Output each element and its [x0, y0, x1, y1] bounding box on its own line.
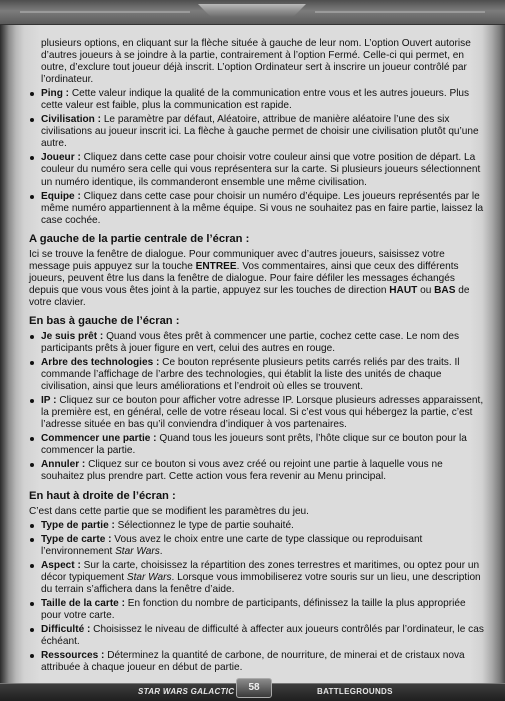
setting-item-map-size — [29, 598, 485, 622]
item-text: Cliquez sur ce bouton si vous avez créé ou rejoint une partie à laquelle vous ne souhaitez plus prendre part. Cette action vous fera revenir au Menu principal. — [41, 459, 443, 483]
setting-text-italic: Star Wars — [115, 545, 160, 557]
section-heading-center: A gauche de la partie centrale de l’écran : — [29, 232, 250, 245]
item-term: Arbre des technologies : — [41, 357, 160, 369]
bullet-icon — [30, 156, 34, 160]
button-item-ip — [29, 395, 485, 431]
page-number: 58 — [236, 678, 272, 698]
dialogue-text: . Vos commentaires, ainsi que ceux des différents joueurs, peuvent être lus dans la fenêtre de dialogue. Pour faire défiler les messages échangés depuis que vous vous êtes joint à la partie, appuyez sur les touches de direction — [29, 260, 459, 296]
option-item-equipe — [29, 191, 485, 227]
setting-item-game-type — [29, 520, 485, 532]
option-text: Le paramètre par défaut, Aléatoire, attribue de manière aléatoire l’une des six civilisations au joueur inscrit ici. La flèche à gauche permet de choisir une civilisation plutôt qu’une autre. — [41, 114, 479, 150]
bullet-icon — [30, 335, 34, 339]
settings-intro: C’est dans cette partie que se modifient les paramètres du jeu. — [29, 505, 309, 517]
item-text: Cliquez sur ce bouton pour afficher votre adresse IP. Lorsque plusieurs adresses apparaissent, la première est, en général, celle de votre réseau local. Si c’est vous qui hébergez la partie, c’est l’adresse située en bas qu’il conviendra d’indiquer à vos partenaires. — [41, 395, 484, 431]
item-term: Je suis prêt : — [41, 330, 104, 342]
setting-term: Type de carte : — [41, 533, 112, 545]
page-footer — [0, 683, 505, 701]
dialogue-paragraph — [29, 249, 485, 309]
option-item-civilisation — [29, 114, 485, 150]
setting-term: Type de partie : — [41, 519, 115, 531]
setting-text: Vous avez le choix entre une carte de type classique ou reproduisant l’environnement — [41, 533, 423, 557]
key-name-enter: ENTREE — [195, 260, 237, 272]
item-term: Commencer une partie : — [41, 433, 157, 445]
top-frame-bar — [0, 0, 505, 25]
bullet-icon — [30, 437, 34, 441]
setting-text: Sur la carte, choisissez la répartition des zones terrestres et maritimes, ou optez pour un décor typiquement — [41, 559, 480, 583]
top-frame-line-left — [20, 11, 190, 13]
setting-item-map-type — [29, 534, 485, 558]
bullet-icon — [30, 361, 34, 365]
setting-term: Taille de la carte : — [41, 597, 125, 609]
setting-text: Choisissez le niveau de difficulté à affecter aux joueurs contrôlés par l’ordinateur, le cas échéant. — [41, 623, 484, 647]
key-name-up: HAUT — [389, 284, 418, 296]
setting-text: Sélectionnez le type de partie souhaité. — [114, 519, 294, 531]
option-term: Equipe : — [41, 190, 81, 202]
page-content — [29, 38, 485, 676]
option-item-ping — [29, 88, 485, 112]
bullet-icon — [30, 399, 34, 403]
item-text: Quand vous êtes prêt à commencer une partie, cochez cette case. Le nom des participants prêts à jouer figure en vert, celui des autres en rouge. — [41, 330, 460, 354]
setting-item-aspect — [29, 560, 485, 596]
option-term: Civilisation : — [41, 114, 102, 126]
setting-item-difficulty — [29, 624, 485, 648]
option-item-joueur — [29, 152, 485, 188]
button-item-start-game — [29, 433, 485, 457]
item-term: Annuler : — [41, 459, 86, 471]
intro-paragraph: plusieurs options, en cliquant sur la flèche située à gauche de leur nom. L’option Ouvert autorise d’autres joueurs à se joindre à la partie, contrairement à l’option Fermé. Celle-ci qui permet, en outre, d’exclure tout joueur déjà inscrit. L’option Ordinateur sert à inscrire un joueur contrôlé par l’ordinateur. — [41, 38, 471, 86]
option-text: Cliquez dans cette case pour choisir un numéro d’équipe. Les joueurs représentés par le même numéro appartiennent à la même équipe. Si vous ne souhaitez pas en faire partie, laissez la case cochée. — [41, 190, 484, 226]
button-item-ready — [29, 331, 485, 355]
top-frame-emblem — [198, 4, 306, 17]
setting-term: Aspect : — [41, 559, 81, 571]
setting-text: . — [159, 545, 163, 557]
bullet-icon — [30, 118, 34, 122]
setting-term: Difficulté : — [41, 623, 91, 635]
button-item-tech-tree — [29, 357, 485, 393]
bullet-icon — [30, 628, 34, 632]
bullet-icon — [30, 524, 34, 528]
section-heading-bottom-left: En bas à gauche de l’écran : — [29, 314, 180, 327]
dialogue-text: Ici se trouve la fenêtre de dialogue. Pour communiquer avec d’autres joueurs, saisissez votre message puis appuyez sur la touche — [29, 248, 445, 272]
key-name-down: BAS — [434, 284, 456, 296]
bullet-icon — [30, 92, 34, 96]
bullet-icon — [30, 602, 34, 606]
bullet-icon — [30, 564, 34, 568]
bullet-icon — [30, 538, 34, 542]
dialogue-text: ou — [417, 284, 435, 296]
setting-text: Déterminez la quantité de carbone, de nourriture, de minerai et de cristaux nova attribuée à chaque joueur en début de partie. — [41, 650, 465, 674]
button-item-cancel — [29, 459, 485, 483]
option-text: Cette valeur indique la qualité de la communication entre vous et les autres joueurs. Plus cette valeur est faible, plus la communication est rapide. — [41, 88, 470, 112]
option-text: Cliquez dans cette case pour choisir votre couleur ainsi que votre position de départ. La couleur du numéro sera celle qui vous représentera sur la carte. Si plusieurs joueurs sélectionnent un numéro identique, ils commanderont ensemble une même civilisation. — [41, 152, 481, 188]
setting-term: Ressources : — [41, 650, 105, 662]
setting-text: En fonction du nombre de participants, définissez la taille la plus appropriée pour votre carte. — [41, 597, 466, 621]
option-term: Joueur : — [41, 152, 81, 164]
item-text: Quand tous les joueurs sont prêts, l’hôte clique sur ce bouton pour la commencer la partie. — [41, 433, 467, 457]
footer-subtitle: BATTLEGROUNDS — [317, 687, 393, 696]
item-text: Ce bouton représente plusieurs petits carrés reliés par des traits. Il commande l’affichage de l’arbre des technologies, qui établit la liste des unités de chaque civilisation, ainsi que leurs améliorations et l’endroit où elles se trouvent. — [41, 357, 460, 393]
section-heading-top-right: En haut à droite de l’écran : — [29, 489, 176, 502]
setting-item-resources — [29, 650, 485, 674]
bullet-icon — [30, 463, 34, 467]
top-frame-line-right — [315, 11, 485, 13]
setting-text-italic: Star Wars — [126, 571, 172, 583]
setting-text: . Lorsque vous immobiliserez votre souris sur un lieu, une description du terrain s’affichera dans la fenêtre d’aide. — [41, 571, 481, 595]
bullet-icon — [30, 195, 34, 199]
bullet-icon — [30, 654, 34, 658]
footer-game-title: STAR WARS GALACTIC — [138, 687, 235, 696]
dialogue-text: de votre clavier. — [29, 284, 470, 308]
option-term: Ping : — [41, 88, 70, 100]
item-term: IP : — [41, 395, 57, 407]
